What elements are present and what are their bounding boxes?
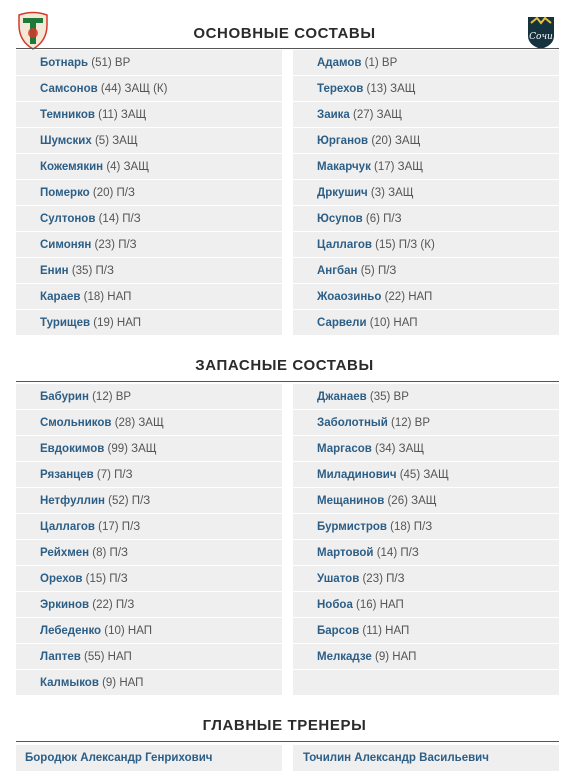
player-number-position: (9) НАП bbox=[98, 677, 144, 689]
player-name-link[interactable]: Орехов bbox=[40, 573, 83, 585]
player-number-position: (1) ВР bbox=[361, 57, 398, 69]
player-number-position: (23) П/З bbox=[91, 239, 137, 251]
player-row bbox=[16, 644, 282, 670]
player-row bbox=[293, 384, 559, 410]
player-row bbox=[293, 310, 559, 336]
player-name-link[interactable]: Султонов bbox=[40, 213, 96, 225]
player-row bbox=[293, 566, 559, 592]
player-name-link[interactable]: Ушатов bbox=[317, 573, 360, 585]
player-number-position: (8) П/З bbox=[89, 547, 128, 559]
player-row bbox=[293, 540, 559, 566]
player-row bbox=[293, 488, 559, 514]
player-name-link[interactable]: Енин bbox=[40, 265, 69, 277]
player-row bbox=[293, 258, 559, 284]
player-number-position: (9) НАП bbox=[371, 651, 417, 663]
player-name-link[interactable]: Макарчук bbox=[317, 161, 371, 173]
player-name-link[interactable]: Цаллагов bbox=[317, 239, 372, 251]
player-number-position: (51) ВР bbox=[88, 57, 131, 69]
player-number-position: (17) ЗАЩ bbox=[370, 161, 424, 173]
empty-row bbox=[293, 670, 559, 696]
player-row bbox=[293, 154, 559, 180]
player-row bbox=[16, 670, 282, 696]
player-name-link[interactable]: Юсупов bbox=[317, 213, 363, 225]
player-number-position: (13) ЗАЩ bbox=[363, 83, 416, 95]
home-main-lineup bbox=[16, 50, 282, 336]
player-row bbox=[16, 284, 282, 310]
player-number-position: (27) ЗАЩ bbox=[349, 109, 403, 121]
player-name-link[interactable]: Заболотный bbox=[317, 417, 388, 429]
player-name-link[interactable]: Рязанцев bbox=[40, 469, 94, 481]
player-number-position: (52) П/З bbox=[104, 495, 151, 507]
player-name-link[interactable]: Калмыков bbox=[40, 677, 99, 689]
player-name-link[interactable]: Шумских bbox=[40, 135, 92, 147]
player-name-link[interactable]: Мелкадзе bbox=[317, 651, 372, 663]
player-number-position: (17) П/З bbox=[94, 521, 141, 533]
player-row bbox=[16, 384, 282, 410]
player-name-link[interactable]: Самсонов bbox=[40, 83, 98, 95]
home-coach[interactable]: Бородюк Александр Генрихович bbox=[16, 745, 282, 771]
player-row bbox=[16, 50, 282, 76]
player-name-link[interactable]: Адамов bbox=[317, 57, 362, 69]
player-name-link[interactable]: Миладинович bbox=[317, 469, 397, 481]
player-row bbox=[16, 180, 282, 206]
player-name-link[interactable]: Смольников bbox=[40, 417, 112, 429]
player-number-position: (15) П/З (К) bbox=[371, 239, 435, 251]
player-name-link[interactable]: Темников bbox=[40, 109, 95, 121]
player-name-link[interactable]: Терехов bbox=[317, 83, 364, 95]
player-number-position: (35) П/З bbox=[68, 265, 114, 277]
player-row bbox=[293, 410, 559, 436]
player-number-position: (5) П/З bbox=[357, 265, 397, 277]
player-row bbox=[293, 76, 559, 102]
player-number-position: (15) П/З bbox=[82, 573, 128, 585]
player-name-link[interactable]: Лаптев bbox=[40, 651, 81, 663]
player-row bbox=[16, 410, 282, 436]
divider-coaches bbox=[16, 741, 559, 742]
player-number-position: (5) ЗАЩ bbox=[91, 135, 138, 147]
player-number-position: (55) НАП bbox=[80, 651, 132, 663]
player-number-position: (44) ЗАЩ (К) bbox=[97, 83, 168, 95]
player-name-link[interactable]: Кожемякин bbox=[40, 161, 104, 173]
player-number-position: (11) ЗАЩ bbox=[94, 109, 147, 121]
player-number-position: (22) НАП bbox=[381, 291, 433, 303]
player-number-position: (14) П/З bbox=[373, 547, 419, 559]
player-number-position: (10) НАП bbox=[366, 317, 418, 329]
divider-subs bbox=[16, 381, 559, 382]
player-row bbox=[293, 102, 559, 128]
player-number-position: (45) ЗАЩ bbox=[396, 469, 449, 481]
player-number-position: (14) П/З bbox=[95, 213, 141, 225]
player-row bbox=[16, 76, 282, 102]
player-number-position: (19) НАП bbox=[90, 317, 142, 329]
player-number-position: (7) П/З bbox=[93, 469, 133, 481]
home-substitutes bbox=[16, 384, 282, 696]
player-number-position: (34) ЗАЩ bbox=[371, 443, 425, 455]
player-name-link[interactable]: Юрганов bbox=[317, 135, 369, 147]
player-number-position: (18) НАП bbox=[80, 291, 132, 303]
player-name-link[interactable]: Караев bbox=[40, 291, 81, 303]
player-row bbox=[293, 232, 559, 258]
player-number-position: (12) ВР bbox=[88, 391, 132, 403]
player-row bbox=[293, 180, 559, 206]
player-number-position: (20) ЗАЩ bbox=[368, 135, 421, 147]
player-name-link[interactable]: Ангбан bbox=[317, 265, 358, 277]
divider-main bbox=[16, 48, 559, 49]
player-row bbox=[16, 592, 282, 618]
section-title-main: ОСНОВНЫЕ СОСТАВЫ bbox=[193, 25, 376, 42]
player-row bbox=[293, 462, 559, 488]
player-row bbox=[16, 488, 282, 514]
player-number-position: (4) ЗАЩ bbox=[103, 161, 149, 173]
player-number-position: (3) ЗАЩ bbox=[367, 187, 414, 199]
player-row bbox=[293, 644, 559, 670]
away-coach[interactable]: Точилин Александр Васильевич bbox=[293, 745, 559, 771]
player-name-link[interactable]: Евдокимов bbox=[40, 443, 105, 455]
player-name-link[interactable]: Маргасов bbox=[317, 443, 372, 455]
player-name-link[interactable]: Ботнарь bbox=[40, 57, 89, 69]
player-name-link[interactable]: Мещанинов bbox=[317, 495, 385, 507]
player-row bbox=[16, 462, 282, 488]
away-main-lineup bbox=[293, 50, 559, 336]
player-name-link[interactable]: Нобоа bbox=[317, 599, 353, 611]
player-row bbox=[293, 206, 559, 232]
player-name-link[interactable]: Померко bbox=[40, 187, 90, 199]
player-number-position: (22) П/З bbox=[89, 599, 135, 611]
player-row bbox=[16, 514, 282, 540]
player-number-position: (20) П/З bbox=[89, 187, 135, 199]
player-name-link[interactable]: Эркинов bbox=[40, 599, 90, 611]
player-name-link[interactable]: Бурмистров bbox=[317, 521, 387, 533]
player-name-link[interactable]: Мартовой bbox=[317, 547, 374, 559]
player-number-position: (12) ВР bbox=[387, 417, 430, 429]
player-row bbox=[16, 618, 282, 644]
player-row bbox=[16, 232, 282, 258]
player-number-position: (35) ВР bbox=[366, 391, 409, 403]
player-row bbox=[293, 436, 559, 462]
player-name-link[interactable]: Цаллагов bbox=[40, 521, 95, 533]
player-row bbox=[293, 128, 559, 154]
player-row bbox=[16, 540, 282, 566]
player-row bbox=[16, 206, 282, 232]
player-name-link[interactable]: Рейхмен bbox=[40, 547, 90, 559]
player-number-position: (11) НАП bbox=[359, 625, 410, 637]
player-name-link[interactable]: Симонян bbox=[40, 239, 92, 251]
player-name-link[interactable]: Бабурин bbox=[40, 391, 89, 403]
section-title-coaches: ГЛАВНЫЕ ТРЕНЕРЫ bbox=[202, 717, 367, 734]
player-row bbox=[16, 154, 282, 180]
player-number-position: (23) П/З bbox=[359, 573, 405, 585]
player-name-link[interactable]: Сарвели bbox=[317, 317, 367, 329]
player-name-link[interactable]: Дркушич bbox=[317, 187, 368, 199]
player-row bbox=[16, 258, 282, 284]
player-number-position: (10) НАП bbox=[101, 625, 153, 637]
player-name-link[interactable]: Жоаозиньо bbox=[317, 291, 382, 303]
player-row bbox=[293, 592, 559, 618]
player-number-position: (99) ЗАЩ bbox=[104, 443, 157, 455]
player-row bbox=[293, 514, 559, 540]
player-name-link[interactable]: Лебеденко bbox=[40, 625, 102, 637]
section-title-subs: ЗАПАСНЫЕ СОСТАВЫ bbox=[195, 357, 374, 374]
player-row bbox=[16, 566, 282, 592]
player-row bbox=[293, 284, 559, 310]
player-number-position: (26) ЗАЩ bbox=[384, 495, 437, 507]
player-row bbox=[16, 310, 282, 336]
player-number-position: (28) ЗАЩ bbox=[111, 417, 164, 429]
player-number-position: (6) П/З bbox=[362, 213, 402, 225]
player-name-link[interactable]: Заика bbox=[317, 109, 350, 121]
player-name-link[interactable]: Барсов bbox=[317, 625, 360, 637]
player-row bbox=[16, 128, 282, 154]
away-substitutes bbox=[293, 384, 559, 696]
player-row bbox=[16, 436, 282, 462]
player-name-link[interactable]: Турищев bbox=[40, 317, 91, 329]
player-number-position: (18) П/З bbox=[386, 521, 433, 533]
player-name-link[interactable]: Нетфуллин bbox=[40, 495, 105, 507]
sochi-logo-text: Сочи bbox=[529, 32, 553, 42]
player-row bbox=[293, 618, 559, 644]
player-number-position: (16) НАП bbox=[352, 599, 404, 611]
player-name-link[interactable]: Джанаев bbox=[317, 391, 367, 403]
player-row bbox=[16, 102, 282, 128]
player-row bbox=[293, 50, 559, 76]
